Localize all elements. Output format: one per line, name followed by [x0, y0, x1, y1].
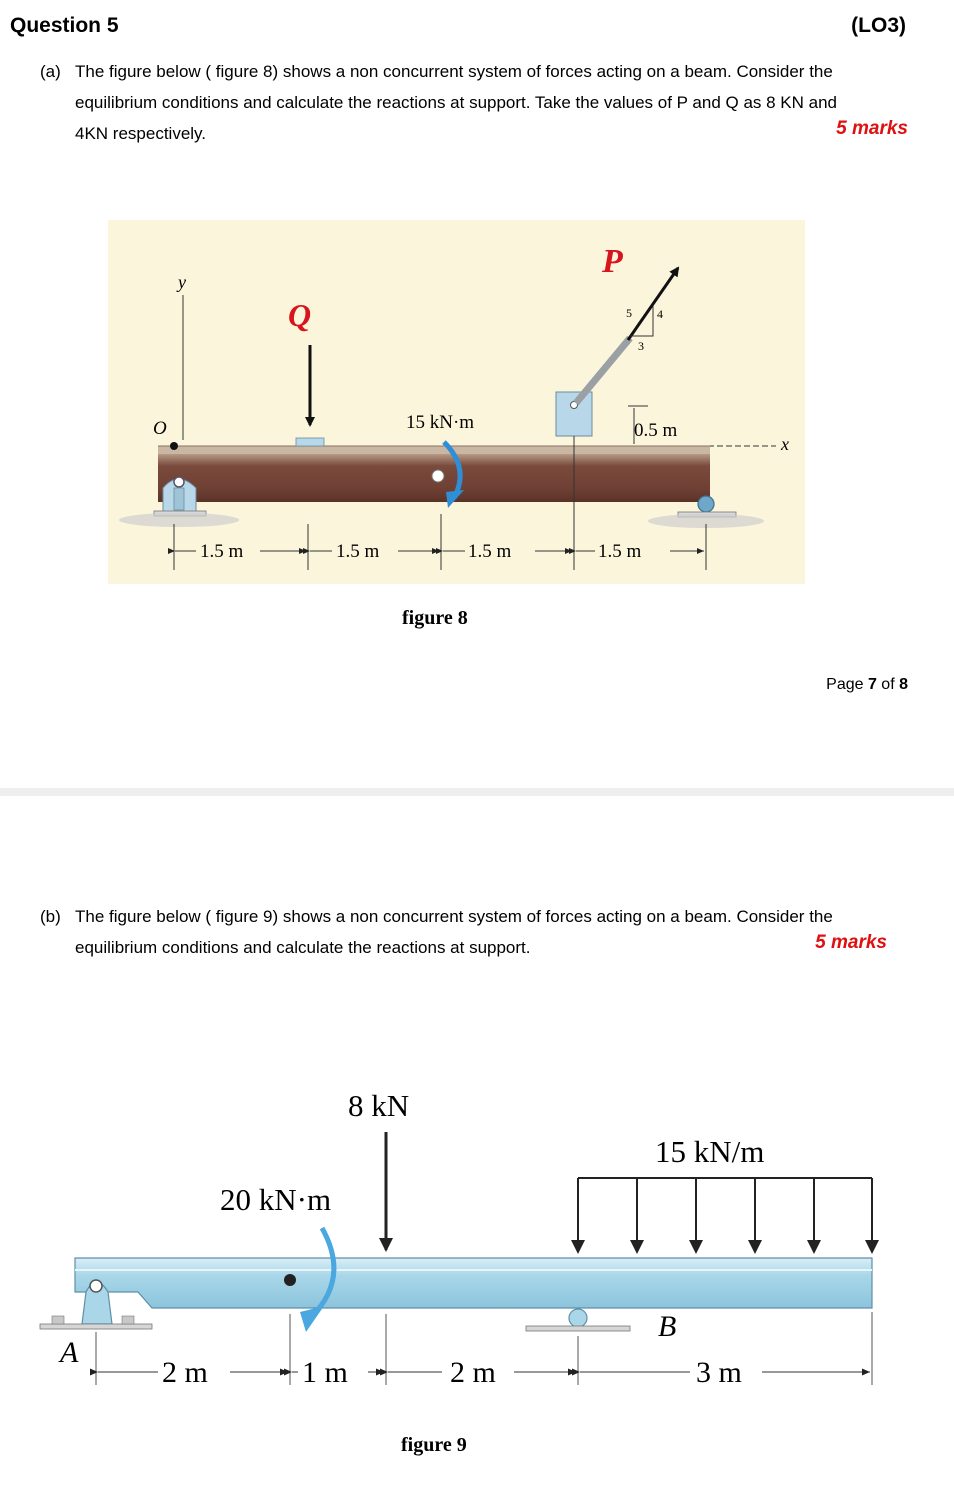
page-footer	[826, 676, 908, 694]
span-label-3: 1.5 m	[468, 541, 512, 562]
learning-outcome: (LO3)	[851, 14, 906, 37]
page-total: 8	[899, 676, 908, 693]
part-a-line-3: 4KN respectively.	[75, 124, 207, 143]
part-a-line-1: The figure below ( figure 8) shows a non concurrent system of forces acting on a beam. Consider the	[75, 62, 833, 81]
moment-arrow-head	[300, 1306, 324, 1332]
x-axis-label: x	[781, 434, 789, 454]
span-label-4: 1.5 m	[598, 541, 642, 562]
part-b-line-1: The figure below ( figure 9) shows a non concurrent system of forces acting on a beam. Consider the	[75, 907, 833, 926]
slope-run: 3	[638, 339, 644, 353]
part-a-line-2: equilibrium conditions and calculate the reactions at support. Take the values of P and Q as 8 KN and	[75, 93, 838, 112]
figure-8-caption: figure 8	[402, 607, 468, 629]
page-number: 7	[867, 676, 877, 693]
distributed-load-arrows	[578, 1178, 872, 1252]
moment-point	[284, 1274, 296, 1286]
span-label-1: 2 m	[162, 1356, 208, 1389]
y-axis-label: y	[178, 272, 186, 292]
slope-hyp: 5	[626, 306, 632, 320]
force-q-label: Q	[288, 297, 312, 333]
distributed-load-label: 15 kN/m	[655, 1134, 765, 1169]
beam	[75, 1258, 872, 1308]
figure-8-background	[108, 220, 805, 584]
p-bracket	[556, 392, 592, 436]
part-a-label: (a)	[40, 62, 61, 81]
page-divider	[0, 788, 954, 796]
force-q-plate	[296, 438, 324, 446]
moment-label: 15 kN·m	[406, 412, 475, 433]
origin-point	[170, 442, 178, 450]
moment-label: 20 kN·m	[220, 1182, 332, 1217]
part-b-label: (b)	[40, 907, 61, 926]
span-label-2: 1 m	[302, 1356, 348, 1389]
figure-8-diagram	[108, 220, 805, 584]
roller-support-b	[526, 1309, 630, 1331]
force-p-label: P	[602, 243, 623, 280]
origin-label: O	[153, 418, 167, 439]
page-prefix: Page	[826, 676, 868, 693]
part-b-line-2: equilibrium conditions and calculate the reactions at support.	[75, 938, 531, 957]
point-load-label: 8 kN	[348, 1088, 410, 1123]
support-a-label: A	[60, 1336, 79, 1369]
figure-9-caption: figure 9	[401, 1434, 467, 1456]
span-label-4: 3 m	[696, 1356, 742, 1389]
question-title: Question 5	[10, 14, 119, 37]
span-label-3: 2 m	[450, 1356, 496, 1389]
moment-point	[432, 470, 444, 482]
offset-label: 0.5 m	[634, 420, 678, 441]
span-label-1: 1.5 m	[200, 541, 244, 562]
page-of: of	[876, 676, 900, 693]
figure-9-diagram	[30, 1080, 910, 1400]
slope-rise: 4	[657, 307, 663, 321]
support-b-label: B	[658, 1310, 677, 1343]
part-a-marks: 5 marks	[836, 118, 908, 139]
span-label-2: 1.5 m	[336, 541, 380, 562]
part-b-marks: 5 marks	[815, 932, 887, 953]
